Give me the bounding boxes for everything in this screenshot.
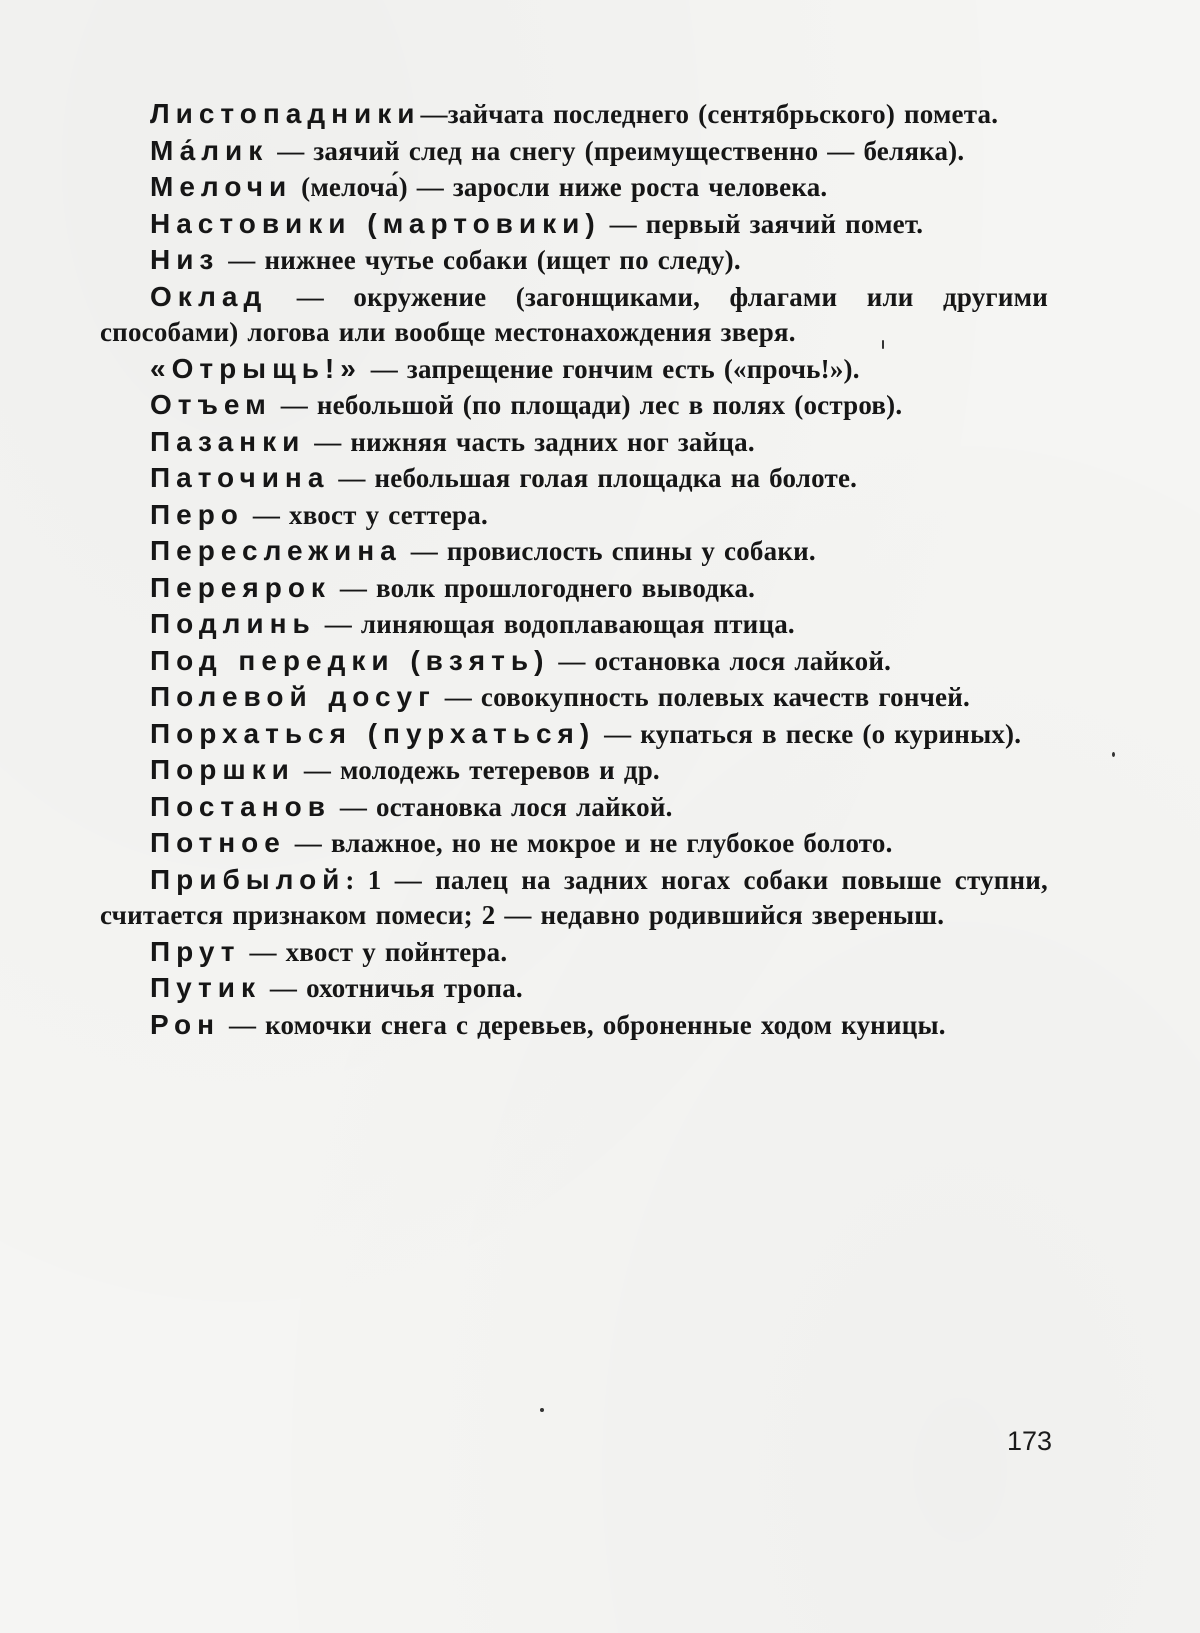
entry-definition: — линяющая водоплавающая птица. — [315, 609, 795, 639]
entry-definition: (мелоча́) — заросли ниже роста человека. — [292, 172, 828, 202]
entry-term: Потное — [150, 827, 286, 858]
glossary-entry — [100, 206, 1048, 243]
entry-term: Прут — [150, 935, 241, 967]
glossary-entry — [100, 279, 1048, 351]
entry-definition: — совокупность полевых качеств гончей. — [435, 682, 970, 712]
entry-definition: — провислость спины у собаки. — [401, 536, 816, 566]
entry-term: «Отрыщь!» — [150, 352, 362, 384]
glossary-entry — [100, 96, 1048, 133]
entry-definition: — комочки снега с деревьев, оброненные ходом куницы. — [220, 1009, 946, 1040]
entry-definition: — охотничья тропа. — [260, 973, 523, 1003]
entry-term: Паточина — [150, 462, 330, 493]
entry-term: Прибылой — [150, 863, 346, 895]
entry-term: Настовики (мартовики) — [150, 207, 601, 239]
entry-definition: — влажное, но не мокрое и не глубокое болото. — [285, 828, 893, 858]
entry-definition: : 1 — палец на задних ногах собаки повыше ступни, считается признаком помеси; 2 — недавно родившийся звереныш. — [100, 864, 1048, 930]
glossary-entry — [100, 825, 1048, 862]
glossary-entry — [100, 752, 1048, 789]
entry-term: Полевой досуг — [150, 681, 436, 712]
entry-term: Пазанки — [150, 425, 306, 457]
entry-definition: — заячий след на снегу (преимущественно — беляка). — [268, 135, 965, 166]
entry-term: Путик — [150, 972, 261, 1003]
entry-term: Оклад — [150, 280, 268, 312]
entry-definition: — небольшой (по площади) лес в полях (остров). — [271, 390, 903, 420]
glossary-entry — [100, 169, 1048, 206]
entry-term: Мелочи — [150, 171, 293, 202]
entry-definition: — запрещение гончим есть («прочь!»). — [361, 353, 860, 384]
glossary-entry — [100, 606, 1048, 643]
glossary-entry — [100, 570, 1048, 607]
entry-term: Низ — [150, 244, 220, 275]
entry-definition: — остановка лося лайкой. — [549, 645, 892, 676]
print-speck — [1112, 752, 1115, 757]
glossary-entry — [100, 862, 1048, 934]
entry-definition: — окружение (загонщиками, флагами или другими способами) логова или вообще местонахождения зверя. — [100, 281, 1048, 347]
glossary-entry — [100, 934, 1048, 971]
entry-definition: — нижняя часть задних ног зайца. — [305, 426, 755, 457]
entry-term: Переслежина — [150, 535, 402, 566]
glossary-entry — [100, 789, 1048, 826]
entry-definition: — хвост у сеттера. — [243, 499, 488, 530]
entry-definition: — купаться в песке (о куриных). — [595, 718, 1022, 749]
glossary-entry — [100, 497, 1048, 534]
entry-term: Рон — [150, 1008, 220, 1040]
glossary-entry — [100, 970, 1048, 1007]
entry-term: Листопадники — [150, 98, 421, 129]
glossary-entry — [100, 460, 1048, 497]
entry-term: Подлинь — [150, 608, 316, 639]
entry-term: Отъем — [150, 389, 272, 420]
page-number: 173 — [1006, 1426, 1052, 1456]
entry-term: Переярок — [150, 571, 331, 603]
glossary-entry — [100, 1007, 1048, 1044]
glossary-entry — [100, 351, 1048, 388]
entry-term: Поршки — [150, 754, 295, 785]
entry-definition: — нижнее чутье собаки (ищет по следу). — [219, 245, 741, 275]
glossary-entry — [100, 643, 1048, 680]
entry-definition: — хвост у пойнтера. — [240, 936, 508, 967]
glossary-text — [100, 96, 1048, 1043]
entry-definition: —зайчата последнего (сентябрьского) помета. — [420, 99, 999, 129]
print-speck — [540, 1408, 544, 1412]
entry-term: Порхаться (пурхаться) — [150, 717, 596, 749]
glossary-entry — [100, 242, 1048, 279]
entry-term: Перо — [150, 498, 244, 530]
entry-term: Ма́лик — [150, 134, 269, 166]
entry-definition: — остановка лося лайкой. — [330, 791, 673, 822]
entry-definition: — небольшая голая площадка на болоте. — [329, 463, 858, 493]
entry-term: Под передки (взять) — [150, 644, 550, 676]
glossary-entry — [100, 133, 1048, 170]
glossary-entry — [100, 424, 1048, 461]
glossary-entry — [100, 387, 1048, 424]
entry-definition: — волк прошлогоднего выводка. — [330, 572, 756, 603]
entry-definition: — молодежь тетеревов и др. — [294, 755, 660, 785]
glossary-entry — [100, 679, 1048, 716]
glossary-entry — [100, 716, 1048, 753]
entry-term: Постанов — [150, 790, 331, 822]
print-speck — [882, 340, 884, 349]
entry-definition: — первый заячий помет. — [600, 208, 924, 239]
glossary-entry — [100, 533, 1048, 570]
